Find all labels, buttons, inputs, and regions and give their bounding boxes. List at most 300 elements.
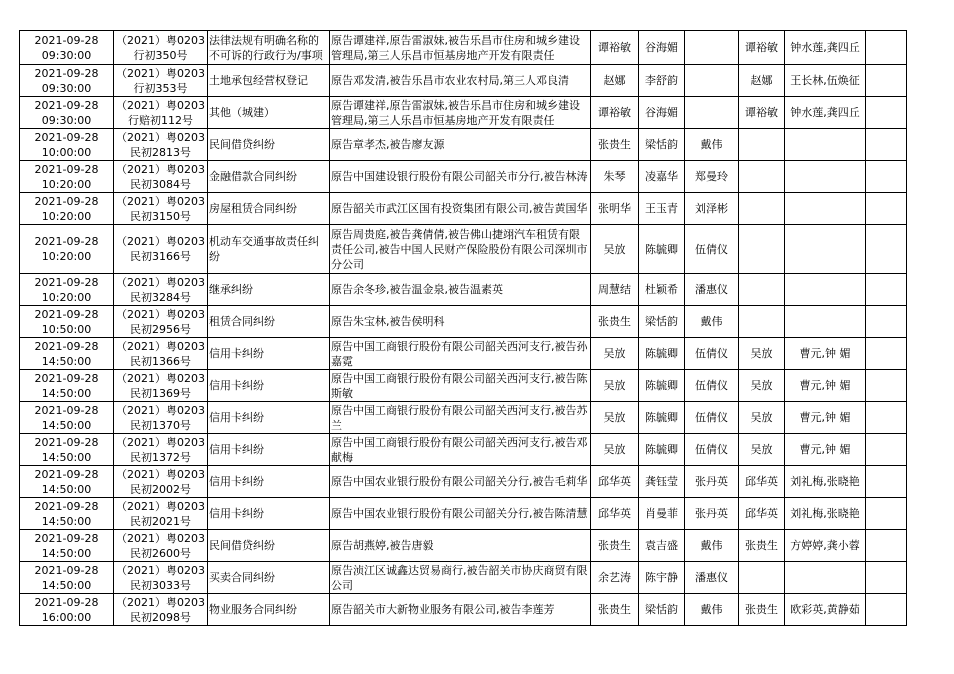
jurors: 曹元,钟 媚	[799, 379, 851, 392]
case-number-cell	[114, 338, 208, 370]
hearing-time-cell	[20, 530, 114, 562]
hearing-date: 2021-09-28	[34, 194, 99, 208]
judge-cell	[739, 370, 785, 402]
parties-cell	[330, 466, 591, 498]
case-number-suffix: 行初353号	[133, 81, 188, 95]
hearing-time: 14:50:00	[41, 546, 92, 560]
judge-cell	[739, 225, 785, 274]
presiding-judge: 吴放	[603, 347, 626, 360]
hearing-date: 2021-09-28	[34, 162, 99, 176]
clerk-name: 谷海媚	[645, 106, 678, 119]
parties-cell	[330, 434, 591, 466]
hearing-time-cell	[20, 306, 114, 338]
table-row	[20, 161, 907, 193]
assistant-cell	[685, 466, 739, 498]
case-number-prefix: （2021）粤0203	[116, 130, 205, 144]
case-number-suffix: 民初2002号	[130, 482, 191, 496]
case-number-suffix: 民初1366号	[130, 354, 191, 368]
clerk-name: 陈毓卿	[645, 411, 678, 424]
case-parties: 原告浈江区诚鑫达贸易商行,被告韶关市协庆商贸有限公司	[331, 563, 588, 592]
parties-cell	[330, 338, 591, 370]
clerk-cell	[639, 193, 685, 225]
clerk-name: 陈毓卿	[645, 347, 678, 360]
hearing-time: 09:30:00	[41, 48, 92, 62]
clerk-cell	[639, 274, 685, 306]
hearing-time-cell	[20, 498, 114, 530]
case-cause: 信用卡纠纷	[209, 411, 264, 424]
case-number-prefix: （2021）粤0203	[116, 531, 205, 545]
case-cause-cell	[208, 498, 330, 530]
presiding-judge: 张贵生	[598, 138, 631, 151]
clerk-name: 肖曼菲	[645, 507, 678, 520]
presiding-judge: 吴放	[603, 411, 626, 424]
case-parties: 原告中国农业银行股份有限公司韶关分行,被告陈清慧	[331, 507, 588, 520]
parties-cell	[330, 129, 591, 161]
blank-cell	[866, 193, 907, 225]
table-row	[20, 97, 907, 129]
jurors: 钟水莲,龚四丘	[790, 41, 860, 54]
panel-judge: 赵娜	[750, 74, 773, 87]
clerk-name: 陈宇静	[645, 571, 678, 584]
hearing-time-cell	[20, 402, 114, 434]
case-cause-cell	[208, 530, 330, 562]
hearing-time: 14:50:00	[41, 578, 92, 592]
clerk-name: 陈毓卿	[645, 379, 678, 392]
clerk-cell	[639, 402, 685, 434]
clerk-cell	[639, 530, 685, 562]
parties-cell	[330, 161, 591, 193]
case-cause: 信用卡纠纷	[209, 347, 264, 360]
parties-cell	[330, 562, 591, 594]
assistant-name: 郑曼玲	[695, 170, 728, 183]
jurors-cell	[785, 274, 866, 306]
jurors: 欧彩英,黄静茹	[790, 603, 860, 616]
blank-cell	[866, 338, 907, 370]
blank-cell	[866, 161, 907, 193]
clerk-name: 龚钰莹	[645, 475, 678, 488]
case-parties: 原告谭建祥,原告雷淑妹,被告乐昌市住房和城乡建设管理局,第三人乐昌市恒基房地产开发有限责任	[331, 98, 580, 127]
case-number-prefix: （2021）粤0203	[116, 33, 205, 47]
case-number-prefix: （2021）粤0203	[116, 467, 205, 481]
presiding-judge: 赵娜	[603, 74, 626, 87]
clerk-name: 梁恬韵	[645, 138, 678, 151]
presiding-judge-cell	[591, 97, 639, 129]
jurors: 刘礼梅,张晓艳	[790, 475, 860, 488]
case-cause-cell	[208, 129, 330, 161]
blank-cell	[866, 402, 907, 434]
judge-cell	[739, 434, 785, 466]
assistant-name: 潘惠仪	[695, 283, 728, 296]
clerk-name: 袁吉盛	[645, 539, 678, 552]
case-cause: 信用卡纠纷	[209, 475, 264, 488]
presiding-judge: 张明华	[598, 202, 631, 215]
assistant-name: 张丹英	[695, 475, 728, 488]
case-number-cell	[114, 306, 208, 338]
case-number-suffix: 民初1372号	[130, 450, 191, 464]
case-number-prefix: （2021）粤0203	[116, 66, 205, 80]
case-parties: 原告韶关市大新物业服务有限公司,被告李莲芳	[331, 603, 555, 616]
case-parties: 原告韶关市武江区国有投资集团有限公司,被告黄国华	[331, 202, 588, 215]
assistant-cell	[685, 594, 739, 626]
case-cause-cell	[208, 402, 330, 434]
hearing-time-cell	[20, 225, 114, 274]
hearing-time-cell	[20, 97, 114, 129]
assistant-name: 张丹英	[695, 507, 728, 520]
jurors-cell	[785, 466, 866, 498]
case-cause: 房屋租赁合同纠纷	[209, 202, 297, 215]
case-number-prefix: （2021）粤0203	[116, 235, 205, 248]
presiding-judge-cell	[591, 225, 639, 274]
hearing-date: 2021-09-28	[34, 403, 99, 417]
blank-cell	[866, 498, 907, 530]
case-cause: 民间借贷纠纷	[209, 539, 275, 552]
judge-cell	[739, 274, 785, 306]
blank-cell	[866, 31, 907, 65]
blank-cell	[866, 65, 907, 97]
table-row	[20, 402, 907, 434]
assistant-name: 戴伟	[700, 138, 723, 151]
hearing-time: 14:50:00	[41, 354, 92, 368]
case-cause-cell	[208, 370, 330, 402]
jurors-cell	[785, 562, 866, 594]
assistant-cell	[685, 274, 739, 306]
jurors: 刘礼梅,张晓艳	[790, 507, 860, 520]
parties-cell	[330, 97, 591, 129]
clerk-cell	[639, 306, 685, 338]
clerk-cell	[639, 434, 685, 466]
assistant-cell	[685, 338, 739, 370]
case-cause: 其他（城建）	[209, 106, 275, 119]
table-row	[20, 306, 907, 338]
case-cause-cell	[208, 65, 330, 97]
blank-cell	[866, 129, 907, 161]
case-number-cell	[114, 31, 208, 65]
case-number-prefix: （2021）粤0203	[116, 194, 205, 208]
case-cause: 法律法规有明确名称的不可诉的行政行为/事项	[209, 33, 323, 62]
presiding-judge: 张贵生	[598, 315, 631, 328]
case-number-suffix: 民初3084号	[130, 177, 191, 191]
case-number-suffix: 民初2813号	[130, 145, 191, 159]
panel-judge: 谭裕敏	[745, 106, 778, 119]
presiding-judge-cell	[591, 306, 639, 338]
table-row	[20, 31, 907, 65]
judge-cell	[739, 466, 785, 498]
judge-cell	[739, 562, 785, 594]
hearing-time-cell	[20, 594, 114, 626]
presiding-judge-cell	[591, 129, 639, 161]
case-cause: 信用卡纠纷	[209, 379, 264, 392]
case-number-prefix: （2021）粤0203	[116, 403, 205, 417]
case-number-cell	[114, 225, 208, 274]
case-number-suffix: 民初2956号	[130, 322, 191, 336]
jurors: 方婷婷,龚小蓉	[790, 539, 860, 552]
case-number-prefix: （2021）粤0203	[116, 275, 205, 289]
hearing-time: 09:30:00	[41, 81, 92, 95]
assistant-name: 伍倩仪	[695, 242, 728, 256]
clerk-name: 陈毓卿	[645, 443, 678, 456]
presiding-judge: 邱华英	[598, 475, 631, 488]
court-schedule-table	[19, 30, 907, 626]
case-cause: 土地承包经营权登记	[209, 74, 308, 87]
presiding-judge-cell	[591, 274, 639, 306]
case-cause-cell	[208, 97, 330, 129]
presiding-judge: 周慧结	[598, 283, 631, 296]
presiding-judge-cell	[591, 402, 639, 434]
case-number-suffix: 民初2600号	[130, 546, 191, 560]
panel-judge: 吴放	[750, 411, 773, 424]
presiding-judge: 吴放	[603, 242, 626, 256]
case-number-suffix: 民初3150号	[130, 209, 191, 223]
jurors-cell	[785, 161, 866, 193]
hearing-time: 14:50:00	[41, 482, 92, 496]
hearing-date: 2021-09-28	[34, 435, 99, 449]
presiding-judge-cell	[591, 65, 639, 97]
clerk-cell	[639, 161, 685, 193]
assistant-name: 伍倩仪	[695, 443, 728, 456]
hearing-time: 10:20:00	[41, 290, 92, 304]
assistant-cell	[685, 562, 739, 594]
presiding-judge: 吴放	[603, 443, 626, 456]
judge-cell	[739, 402, 785, 434]
assistant-name: 伍倩仪	[695, 347, 728, 360]
case-parties: 原告中国工商银行股份有限公司韶关西河支行,被告陈斯敏	[331, 371, 588, 400]
hearing-date: 2021-09-28	[34, 235, 99, 248]
presiding-judge: 朱琴	[603, 170, 626, 183]
case-cause: 机动车交通事故责任纠纷	[209, 235, 319, 263]
judge-cell	[739, 530, 785, 562]
case-number-suffix: 民初2021号	[130, 514, 191, 528]
judge-cell	[739, 161, 785, 193]
case-number-cell	[114, 466, 208, 498]
presiding-judge: 余艺涛	[598, 571, 631, 584]
case-cause-cell	[208, 225, 330, 274]
assistant-cell	[685, 402, 739, 434]
case-cause-cell	[208, 466, 330, 498]
clerk-cell	[639, 498, 685, 530]
hearing-time: 14:50:00	[41, 514, 92, 528]
hearing-date: 2021-09-28	[34, 339, 99, 353]
hearing-time: 10:50:00	[41, 322, 92, 336]
jurors-cell	[785, 530, 866, 562]
hearing-time-cell	[20, 338, 114, 370]
table-row	[20, 498, 907, 530]
assistant-cell	[685, 97, 739, 129]
case-parties: 原告中国工商银行股份有限公司韶关西河支行,被告孙嘉霓	[331, 339, 588, 368]
presiding-judge-cell	[591, 562, 639, 594]
case-cause: 信用卡纠纷	[209, 507, 264, 520]
clerk-name: 李舒韵	[645, 74, 678, 87]
hearing-time-cell	[20, 193, 114, 225]
case-number-suffix: 民初1369号	[130, 386, 191, 400]
table-row	[20, 562, 907, 594]
case-parties: 原告余冬珍,被告温金泉,被告温素英	[331, 283, 503, 296]
case-parties: 原告谭建祥,原告雷淑妹,被告乐昌市住房和城乡建设管理局,第三人乐昌市恒基房地产开发有限责任	[331, 33, 580, 62]
panel-judge: 吴放	[750, 379, 773, 392]
case-number-cell	[114, 530, 208, 562]
clerk-name: 梁恬韵	[645, 315, 678, 328]
case-number-suffix: 民初3166号	[130, 250, 191, 263]
hearing-time-cell	[20, 562, 114, 594]
jurors: 曹元,钟 媚	[799, 411, 851, 424]
case-cause: 物业服务合同纠纷	[209, 603, 297, 616]
table-row	[20, 274, 907, 306]
case-number-cell	[114, 193, 208, 225]
blank-cell	[866, 562, 907, 594]
hearing-date: 2021-09-28	[34, 275, 99, 289]
case-number-prefix: （2021）粤0203	[116, 435, 205, 449]
case-cause: 继承纠纷	[209, 283, 253, 296]
case-number-cell	[114, 65, 208, 97]
panel-judge: 邱华英	[745, 507, 778, 520]
blank-cell	[866, 274, 907, 306]
judge-cell	[739, 129, 785, 161]
hearing-time-cell	[20, 434, 114, 466]
blank-cell	[866, 306, 907, 338]
hearing-date: 2021-09-28	[34, 66, 99, 80]
hearing-time: 14:50:00	[41, 386, 92, 400]
case-number-cell	[114, 97, 208, 129]
presiding-judge: 张贵生	[598, 539, 631, 552]
jurors-cell	[785, 402, 866, 434]
case-number-prefix: （2021）粤0203	[116, 563, 205, 577]
case-cause-cell	[208, 594, 330, 626]
case-number-cell	[114, 594, 208, 626]
parties-cell	[330, 402, 591, 434]
presiding-judge: 谭裕敏	[598, 41, 631, 54]
presiding-judge-cell	[591, 530, 639, 562]
table-row	[20, 466, 907, 498]
blank-cell	[866, 530, 907, 562]
case-cause-cell	[208, 306, 330, 338]
case-number-prefix: （2021）粤0203	[116, 371, 205, 385]
table-row	[20, 434, 907, 466]
table-row	[20, 65, 907, 97]
case-cause: 信用卡纠纷	[209, 443, 264, 456]
case-number-cell	[114, 498, 208, 530]
assistant-name: 戴伟	[700, 315, 723, 328]
presiding-judge-cell	[591, 466, 639, 498]
clerk-name: 杜颖希	[645, 283, 678, 296]
case-parties: 原告中国农业银行股份有限公司韶关分行,被告毛莉华	[331, 475, 588, 488]
assistant-name: 戴伟	[700, 539, 723, 552]
case-number-cell	[114, 434, 208, 466]
case-parties: 原告周贵庭,被告龚倩倩,被告佛山捷翊汽车租赁有限责任公司,被告中国人民财产保险股份有限公司深圳市分公司	[331, 227, 588, 271]
presiding-judge: 谭裕敏	[598, 106, 631, 119]
jurors-cell	[785, 338, 866, 370]
case-parties: 原告中国工商银行股份有限公司韶关西河支行,被告邓献梅	[331, 435, 588, 464]
case-number-prefix: （2021）粤0203	[116, 595, 205, 609]
case-number-prefix: （2021）粤0203	[116, 499, 205, 513]
hearing-date: 2021-09-28	[34, 563, 99, 577]
presiding-judge-cell	[591, 193, 639, 225]
case-cause-cell	[208, 161, 330, 193]
jurors: 曹元,钟 媚	[799, 443, 851, 456]
blank-cell	[866, 594, 907, 626]
judge-cell	[739, 193, 785, 225]
case-number-suffix: 民初1370号	[130, 418, 191, 432]
assistant-cell	[685, 434, 739, 466]
case-cause-cell	[208, 562, 330, 594]
panel-judge: 吴放	[750, 443, 773, 456]
blank-cell	[866, 225, 907, 274]
presiding-judge-cell	[591, 434, 639, 466]
clerk-cell	[639, 338, 685, 370]
case-cause-cell	[208, 338, 330, 370]
hearing-time-cell	[20, 65, 114, 97]
table-row	[20, 193, 907, 225]
jurors-cell	[785, 97, 866, 129]
presiding-judge-cell	[591, 338, 639, 370]
judge-cell	[739, 498, 785, 530]
assistant-cell	[685, 161, 739, 193]
parties-cell	[330, 193, 591, 225]
table-row	[20, 370, 907, 402]
case-number-suffix: 民初3284号	[130, 290, 191, 304]
jurors-cell	[785, 31, 866, 65]
jurors-cell	[785, 594, 866, 626]
panel-judge: 吴放	[750, 347, 773, 360]
table-row	[20, 594, 907, 626]
presiding-judge: 张贵生	[598, 603, 631, 616]
parties-cell	[330, 306, 591, 338]
case-parties: 原告中国工商银行股份有限公司韶关西河支行,被告苏兰	[331, 403, 588, 432]
clerk-cell	[639, 31, 685, 65]
case-cause-cell	[208, 434, 330, 466]
panel-judge: 谭裕敏	[745, 41, 778, 54]
judge-cell	[739, 338, 785, 370]
case-number-prefix: （2021）粤0203	[116, 307, 205, 321]
case-cause: 买卖合同纠纷	[209, 571, 275, 584]
case-number-cell	[114, 161, 208, 193]
clerk-name: 陈毓卿	[645, 242, 678, 256]
hearing-time: 10:20:00	[41, 209, 92, 223]
jurors-cell	[785, 225, 866, 274]
clerk-cell	[639, 225, 685, 274]
presiding-judge: 吴放	[603, 379, 626, 392]
assistant-cell	[685, 65, 739, 97]
assistant-name: 伍倩仪	[695, 379, 728, 392]
judge-cell	[739, 31, 785, 65]
case-number-cell	[114, 402, 208, 434]
parties-cell	[330, 530, 591, 562]
clerk-cell	[639, 97, 685, 129]
hearing-date: 2021-09-28	[34, 307, 99, 321]
table-row	[20, 338, 907, 370]
hearing-time-cell	[20, 370, 114, 402]
hearing-time-cell	[20, 129, 114, 161]
jurors: 曹元,钟 媚	[799, 347, 851, 360]
hearing-time: 14:50:00	[41, 418, 92, 432]
hearing-time-cell	[20, 161, 114, 193]
case-parties: 原告中国建设银行股份有限公司韶关市分行,被告林涛	[331, 170, 588, 183]
case-parties: 原告胡燕婷,被告唐毅	[331, 539, 434, 552]
jurors-cell	[785, 370, 866, 402]
clerk-cell	[639, 466, 685, 498]
blank-cell	[866, 370, 907, 402]
hearing-date: 2021-09-28	[34, 595, 99, 609]
hearing-time: 14:50:00	[41, 450, 92, 464]
jurors: 王长林,伍焕征	[790, 74, 860, 87]
table-row	[20, 129, 907, 161]
assistant-cell	[685, 31, 739, 65]
parties-cell	[330, 498, 591, 530]
jurors: 钟水莲,龚四丘	[790, 106, 860, 119]
hearing-date: 2021-09-28	[34, 467, 99, 481]
case-number-suffix: 行初350号	[133, 48, 188, 62]
judge-cell	[739, 65, 785, 97]
case-number-suffix: 行赔初112号	[128, 113, 193, 127]
clerk-name: 谷海媚	[645, 41, 678, 54]
